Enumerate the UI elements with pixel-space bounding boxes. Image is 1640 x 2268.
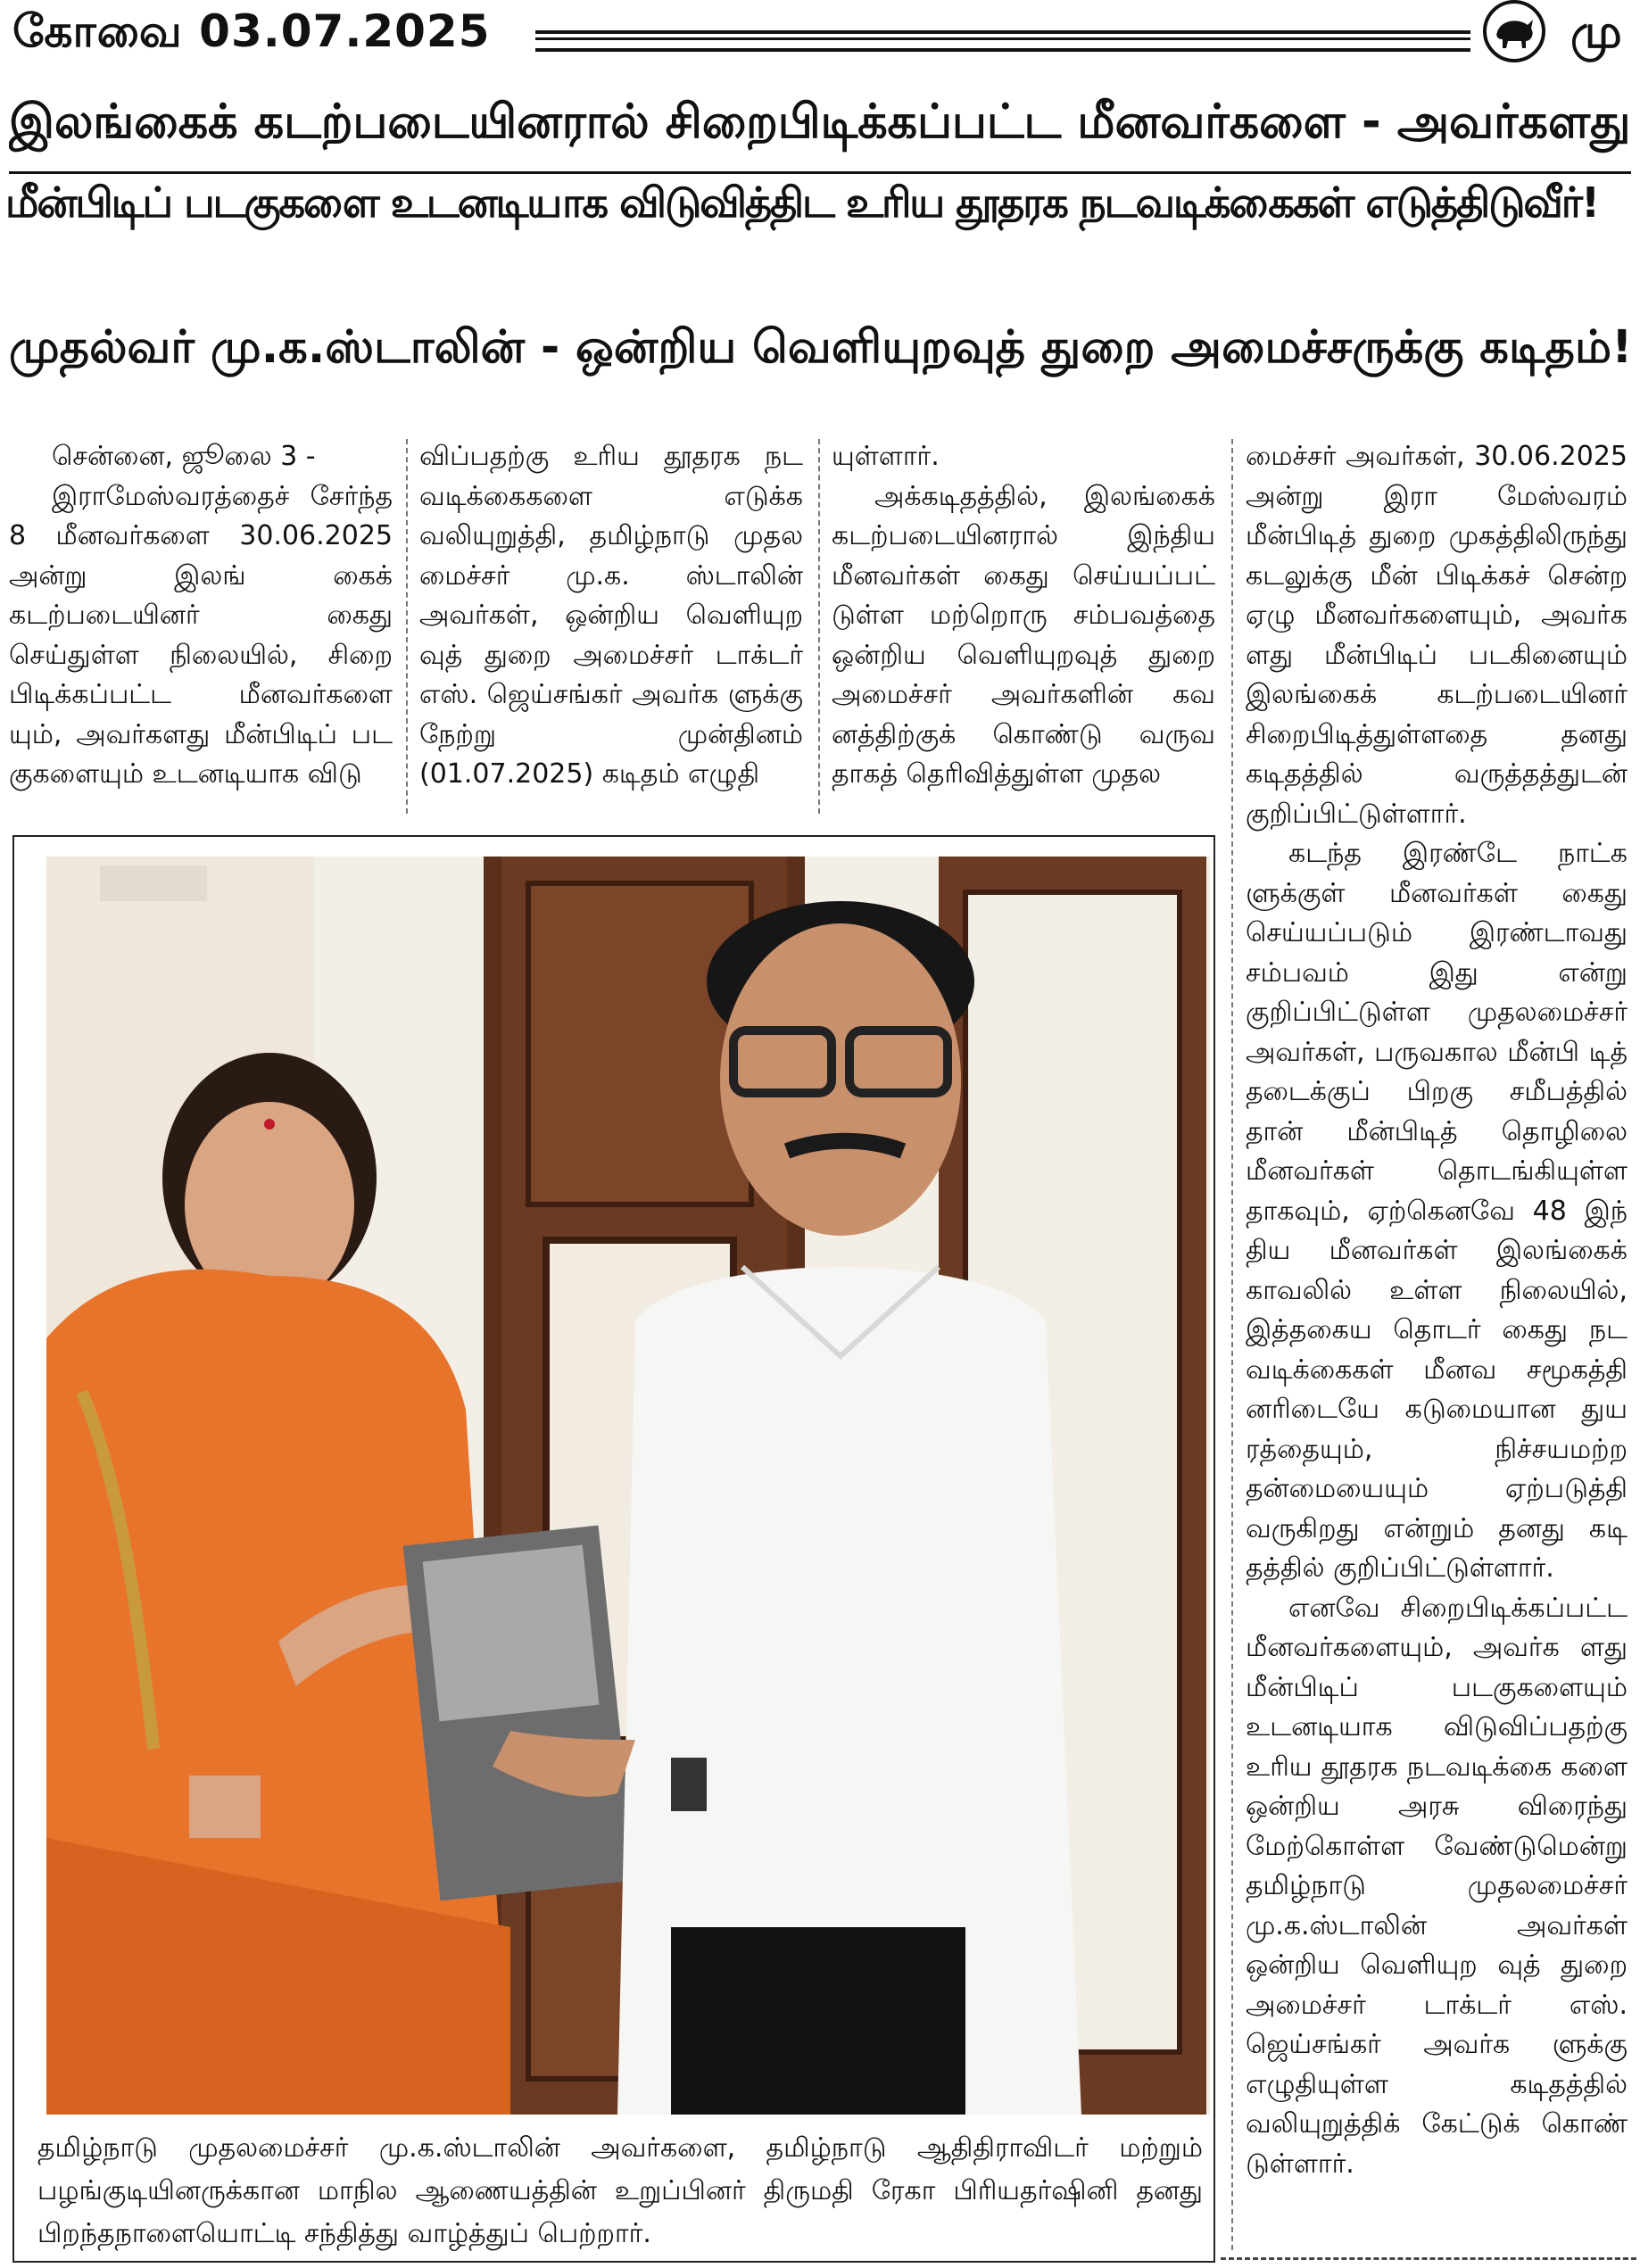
article-column-4 [1246, 437, 1628, 2184]
article-column-2 [419, 437, 803, 795]
sub-headline: முதல்வர் மு.க.ஸ்டாலின் - ஒன்றிய வெளியுறவுத் துறை அமைச்சருக்கு கடிதம்! [9, 321, 1633, 374]
column-divider [406, 439, 408, 814]
article-paragraph: இராமேஸ்வரத்தைச் சேர்ந்த 8 மீனவர்களை 30.06.2025 அன்று இலங் கைக் கடற்படையினர் கைது செய்துள்ள நிலையில், சிறை பிடிக்கப்பட்ட மீனவர்களை யும், அவர்களது மீன்பிடிப் பட குகளையும் உடனடியாக விடு [9, 480, 393, 790]
main-headline: மீன்பிடிப் படகுகளை உடனடியாக விடுவித்திட உரிய தூதரக நடவடிக்கைகள் எடுத்திடுவீர்! [5, 178, 1599, 227]
edition-date: கோவை 03.07.2025 [12, 5, 491, 57]
dateline: சென்னை, ஜூலை 3 - [52, 441, 316, 472]
article-paragraph: எனவே சிறைபிடிக்கப்பட்ட மீனவர்களையும், அவர்க ளது மீன்பிடிப் படகுகளையும் உடனடியாக விடுவிப்பதற்கு உரிய தூதரக நடவடிக்கை களை ஒன்றிய அரசு விரைந்து மேற்கொள்ள வேண்டுமென்று தமிழ்நாடு முதலமைச்சர் மு.க.ஸ்டாலின் அவர்கள் ஒன்றிய வெளியுற வுத் துறை அமைச்சர் டாக்டர் எஸ். ஜெய்சங்கர் அவர்க ளுக்கு எழுதியுள்ள கடிதத்தில் வலியுறுத்திக் கேட்டுக் கொண் டுள்ளார். [1246, 1592, 1628, 2180]
masthead-tail: மு [1570, 5, 1622, 59]
article-paragraph: யுள்ளார். [832, 441, 940, 472]
bottom-rule [1221, 2257, 1636, 2260]
kicker-rule [9, 171, 1631, 174]
article-paragraph: கடந்த இரண்டே நாட்க ளுக்குள் மீனவர்கள் கைது செய்யப்படும் இரண்டாவது சம்பவம் இது என்று குறிப்பிட்டுள்ள முதலமைச்சர் அவர்கள், பருவகால மீன்பி டித் தடைக்குப் பிறகு சமீபத்தில் தான் மீன்பிடித் தொழிலை மீனவர்கள் தொடங்கியுள்ள தாகவும், ஏற்கெனவே 48 இந் திய மீனவர்கள் இலங்கைக் காவலில் உள்ள நிலையில், இத்தகைய தொடர் கைது நட வடிக்கைகள் மீனவ சமூகத்தி னரிடையே கடுமையான துய ரத்தையும், நிச்சயமற்ற தன்மையையும் ஏற்படுத்தி வருகிறது என்றும் தனது கடி தத்தில் குறிப்பிட்டுள்ளார். [1246, 838, 1628, 1584]
news-photo [46, 857, 1210, 2115]
photo-frame [12, 835, 1215, 2263]
kicker-headline: இலங்கைக் கடற்படையினரால் சிறைபிடிக்கப்பட்ட மீனவர்களை - அவர்களது [9, 95, 1631, 149]
article-paragraph: விப்பதற்கு உரிய தூதரக நட வடிக்கைகளை எடுக்க வலியுறுத்தி, தமிழ்நாடு முதல மைச்சர் மு.க. ஸ்டாலின் அவர்கள், ஒன்றிய வெளியுற வுத் துறை அமைச்சர் டாக்டர் எஸ். ஜெய்சங்கர் அவர்க ளுக்கு நேற்று முன்தினம் (01.07.2025) கடிதம் எழுதி [419, 441, 803, 790]
article-paragraph: அக்கடிதத்தில், இலங்கைக் கடற்படையினரால் இந்திய மீனவர்கள் கைது செய்யப்பட் டுள்ள மற்றொரு சம்பவத்தை ஒன்றிய வெளியுறவுத் துறை அமைச்சர் அவர்களின் கவ னத்திற்குக் கொண்டு வருவ தாகத் தெரிவித்துள்ள முதல [832, 480, 1215, 790]
article-paragraph: மைச்சர் அவர்கள், 30.06.2025 அன்று இரா மேஸ்வரம் மீன்பிடித் துறை முகத்திலிருந்து கடலுக்கு மீன் பிடிக்கச் சென்ற ஏழு மீனவர்களையும், அவர்க ளது மீன்பிடிப் படகினையும் இலங்கைக் கடற்படையினர் சிறைபிடித்துள்ளதை தனது கடிதத்தில் வருத்தத்துடன் குறிப்பிட்டுள்ளார். [1246, 441, 1628, 830]
article-column-1 [9, 437, 393, 795]
column-divider [1231, 439, 1233, 2250]
column-divider [818, 439, 820, 814]
article-column-3 [832, 437, 1215, 795]
photo-caption: தமிழ்நாடு முதலமைச்சர் மு.க.ஸ்டாலின் அவர்களை, தமிழ்நாடு ஆதிதிராவிடர் மற்றும் பழங்குடியினருக்கான மாநில ஆணையத்தின் உறுப்பினர் திருமதி ரேகா பிரியதர்ஷினி தனது பிறந்தநாளையொட்டி சந்தித்து வாழ்த்துப் பெற்றார். [37, 2132, 1203, 2249]
masthead-rule [535, 30, 1470, 52]
bull-logo-icon [1483, 0, 1545, 62]
masthead [0, 0, 1640, 73]
